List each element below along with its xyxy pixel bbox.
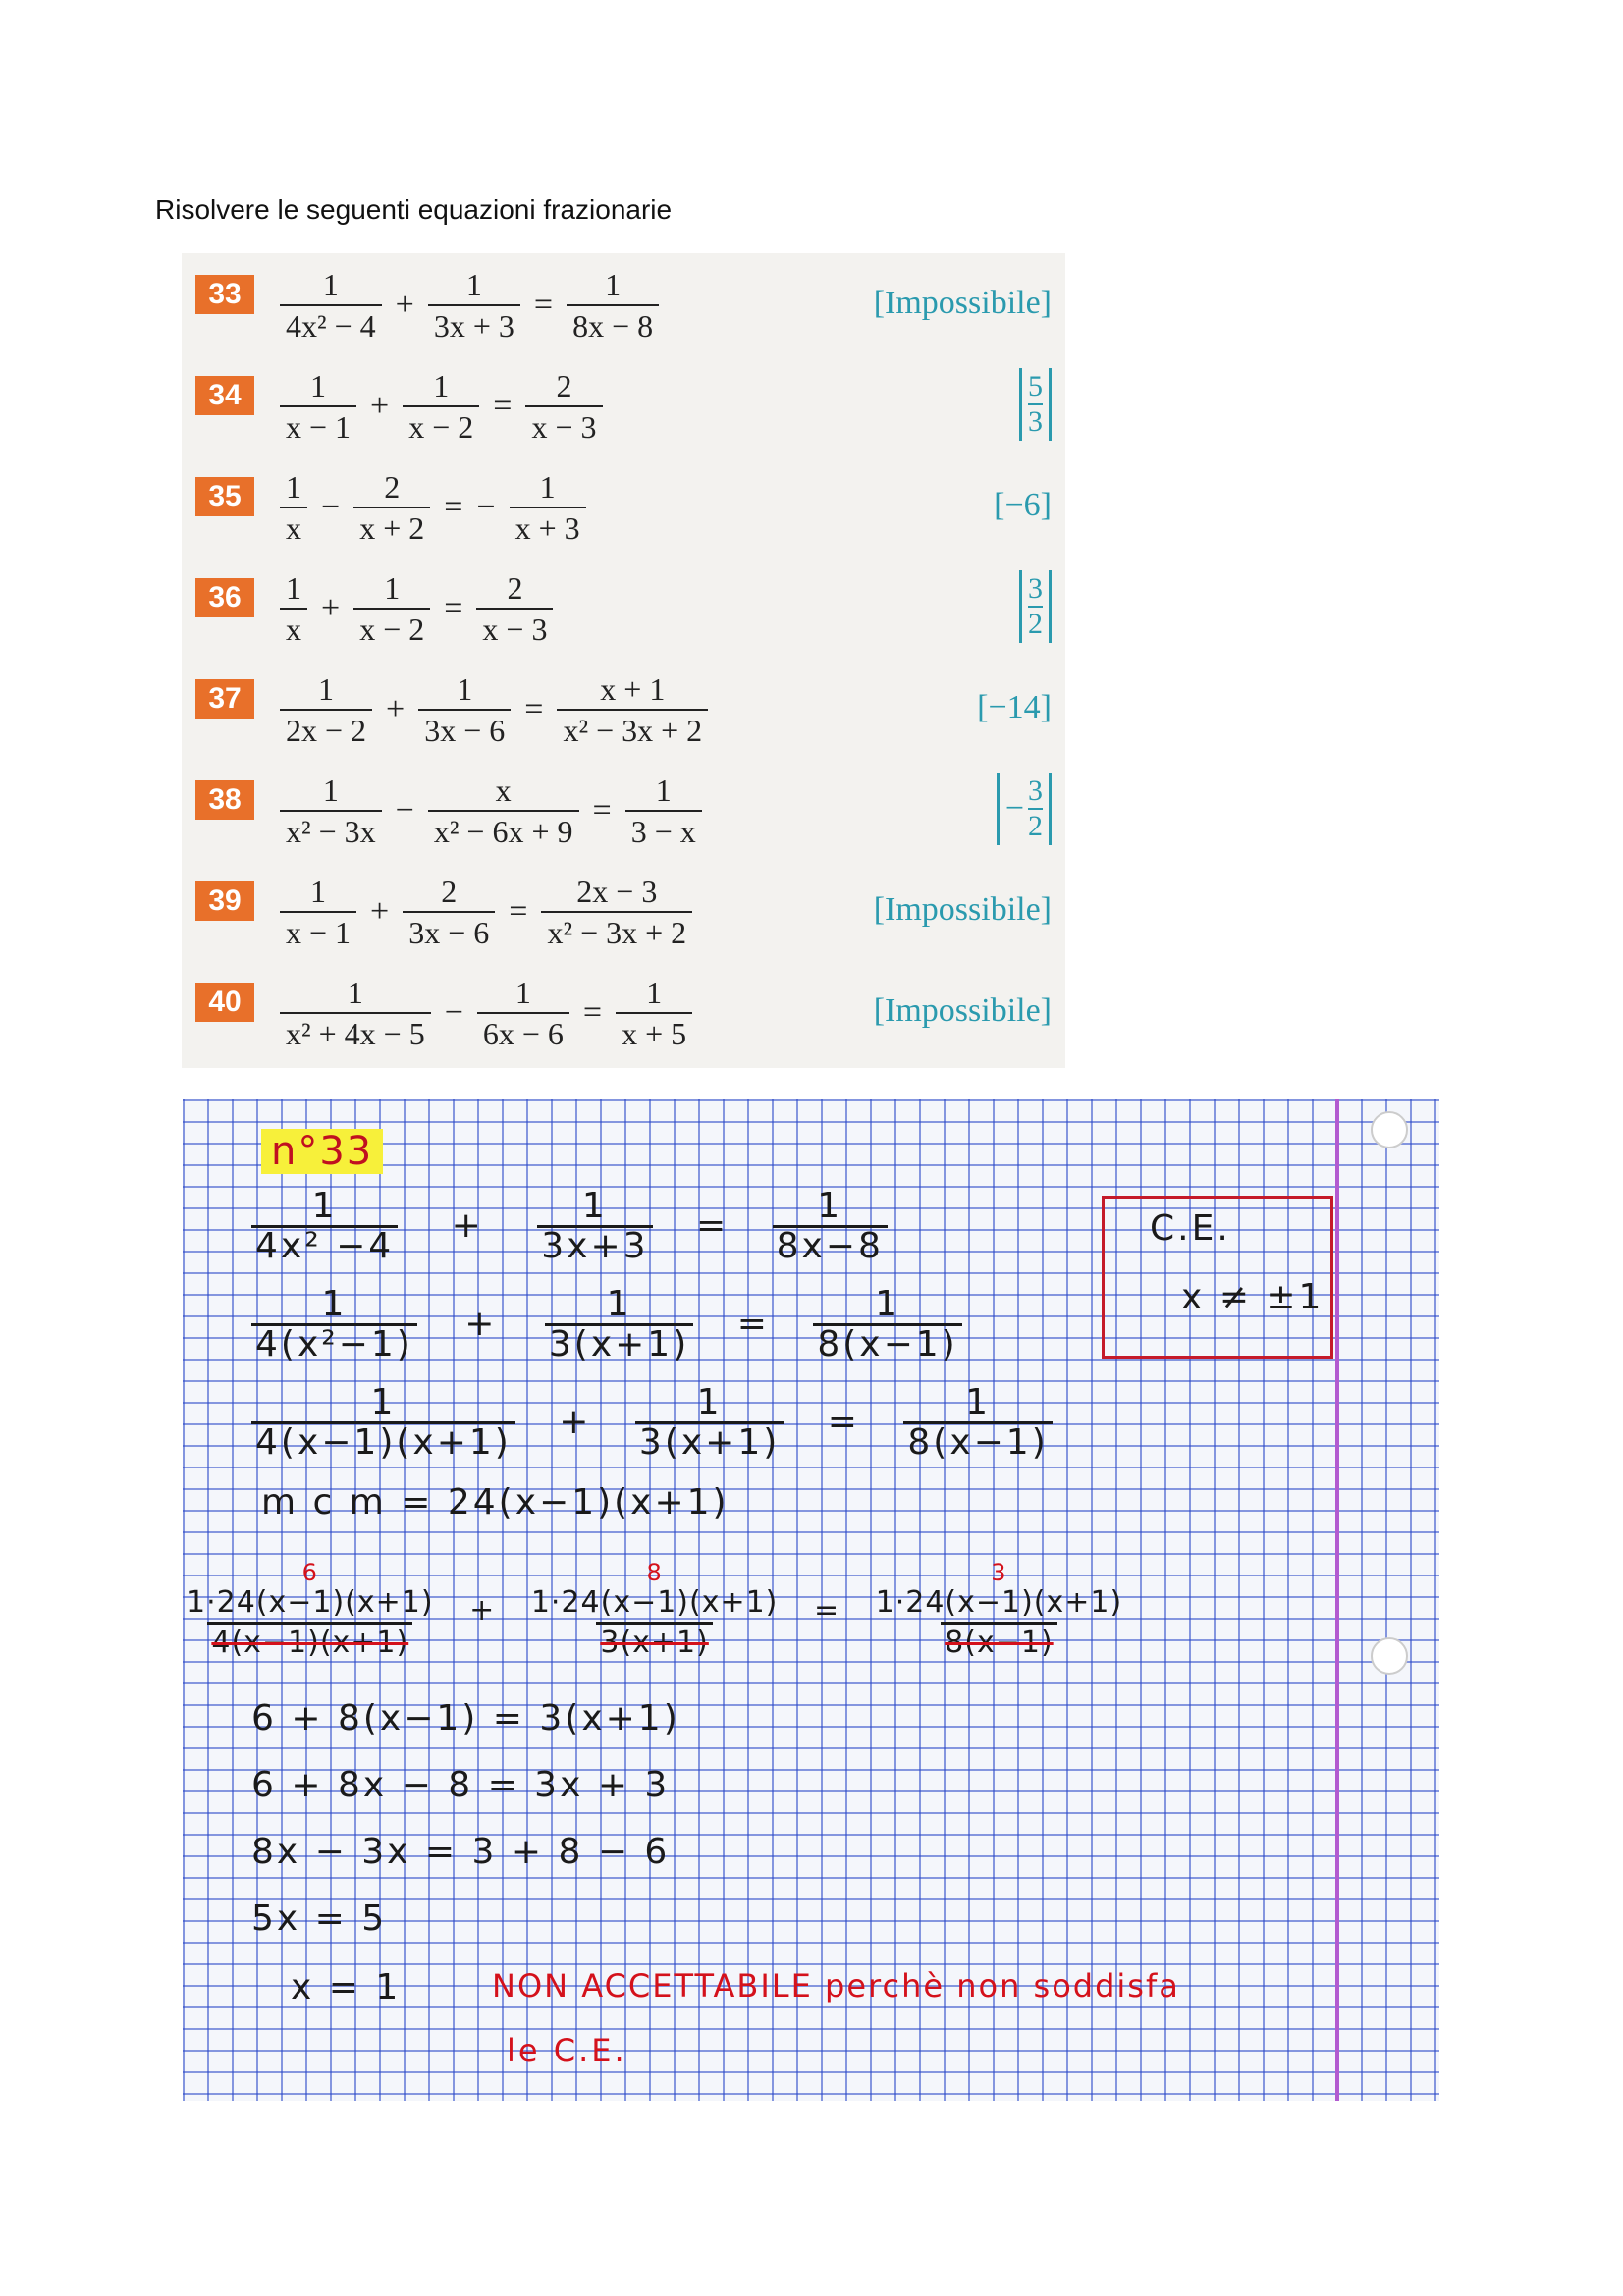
- numerator: x: [495, 773, 512, 808]
- fraction: [773, 1188, 888, 1265]
- denominator: 6x − 6: [477, 1012, 569, 1053]
- fraction: [280, 568, 307, 649]
- denominator: 4(x²−1): [251, 1323, 417, 1363]
- exercise-list: [182, 253, 1065, 1068]
- denominator: 3(x+1): [596, 1622, 712, 1662]
- answer: [1019, 370, 1052, 439]
- denominator: x² − 3x + 2: [541, 911, 692, 952]
- denominator: x + 2: [353, 507, 430, 548]
- numerator: 1: [465, 267, 482, 302]
- numerator: 1: [370, 1382, 397, 1422]
- equals-sign: =: [509, 893, 528, 930]
- exercise-row: [182, 961, 1065, 1065]
- denominator: 8(x−1): [903, 1421, 1052, 1462]
- denominator: 2x − 2: [280, 709, 372, 750]
- exercise-title: n°33: [261, 1129, 383, 1174]
- denominator: x − 3: [525, 405, 602, 447]
- numerator: 1: [696, 1382, 723, 1422]
- numerator: 5: [1028, 370, 1043, 402]
- numerator: 1: [433, 368, 450, 403]
- equation: [280, 965, 692, 1061]
- fraction: [183, 1561, 438, 1662]
- denominator: x: [280, 507, 307, 548]
- equation: [280, 662, 708, 758]
- fraction: [510, 467, 586, 548]
- equals-sign: =: [736, 1303, 770, 1344]
- fraction: [557, 669, 708, 750]
- answer: [Impossibile]: [873, 992, 1052, 1029]
- numerator: 1: [581, 1186, 608, 1226]
- answer-fraction: [1028, 572, 1043, 641]
- numerator: 1: [817, 1186, 843, 1226]
- denominator: x² − 3x + 2: [557, 709, 708, 750]
- equals-sign: =: [813, 1593, 840, 1628]
- exercise-row: [182, 455, 1065, 560]
- exercise-number-badge: 39: [195, 881, 254, 921]
- operator: +: [370, 388, 390, 424]
- fraction: [418, 669, 511, 750]
- operator: −: [321, 489, 341, 525]
- denominator: 3(x+1): [545, 1323, 693, 1363]
- operator: +: [395, 287, 414, 323]
- denominator: 3x − 6: [403, 911, 495, 952]
- numerator: 1: [311, 1186, 338, 1226]
- step-1: 6 + 8(x−1) = 3(x+1): [251, 1698, 680, 1738]
- answer: [Impossibile]: [873, 891, 1052, 928]
- denominator: 2: [1028, 608, 1043, 640]
- equation: [280, 763, 702, 859]
- exercise-number-badge: 33: [195, 275, 254, 314]
- denominator: 8x − 8: [567, 304, 659, 346]
- answer-bracket: [1019, 368, 1052, 441]
- binder-hole-icon: [1371, 1637, 1408, 1675]
- exercise-row: [182, 759, 1065, 863]
- exercise-row: [182, 253, 1065, 357]
- denominator: 4(x−1)(x+1): [251, 1421, 515, 1462]
- exercise-number-badge: 40: [195, 983, 254, 1022]
- equals-sign: =: [582, 994, 603, 1031]
- step-3: 8x − 3x = 3 + 8 − 6: [251, 1832, 671, 1872]
- denominator: x: [280, 608, 307, 649]
- fraction: [353, 568, 430, 649]
- operator: +: [469, 1593, 496, 1628]
- numerator: 1: [605, 267, 622, 302]
- fraction: [280, 467, 307, 548]
- equals-sign: =: [493, 388, 513, 424]
- fraction: [251, 1384, 515, 1462]
- numerator: 1: [318, 671, 335, 707]
- equation-line-4: [183, 1561, 1126, 1662]
- operator: +: [464, 1303, 498, 1344]
- numerator: 1: [875, 1284, 900, 1324]
- equation: [280, 459, 586, 556]
- numerator: x + 1: [600, 671, 666, 707]
- numerator: 1: [347, 975, 363, 1010]
- answer: [1019, 572, 1052, 641]
- fraction: [280, 265, 382, 346]
- fraction: [280, 771, 382, 851]
- equals-sign: =: [827, 1401, 860, 1442]
- fraction: [635, 1384, 784, 1462]
- equals-sign: =: [524, 691, 544, 727]
- numerator: 1: [322, 267, 339, 302]
- denominator: 4(x−1)(x+1): [207, 1622, 412, 1662]
- ce-label: C.E.: [1150, 1208, 1231, 1249]
- page-heading: Risolvere le seguenti equazioni frazionarie: [155, 194, 673, 225]
- step-5: x = 1: [291, 1967, 402, 2007]
- fraction: [625, 771, 702, 851]
- denominator: x² + 4x − 5: [280, 1012, 431, 1053]
- fraction: [477, 973, 569, 1053]
- numerator: 1: [646, 975, 663, 1010]
- equation: [280, 358, 603, 454]
- denominator: x² − 6x + 9: [428, 810, 579, 851]
- fraction: [537, 1188, 652, 1265]
- denominator: 3x + 3: [428, 304, 520, 346]
- denominator: x + 3: [510, 507, 586, 548]
- step-4: 5x = 5: [251, 1898, 388, 1939]
- fraction: [428, 771, 579, 851]
- fraction: [280, 973, 431, 1053]
- fraction: [403, 872, 495, 952]
- denominator: x + 5: [616, 1012, 692, 1053]
- exercise-number-badge: 35: [195, 477, 254, 516]
- denominator: 2: [1028, 810, 1043, 842]
- fraction: [251, 1188, 398, 1265]
- fraction: [545, 1286, 693, 1363]
- operator: +: [386, 691, 406, 727]
- fraction: [251, 1286, 417, 1363]
- numerator: 2: [441, 874, 458, 909]
- numerator: 1: [321, 1284, 348, 1324]
- exercise-number-badge: 34: [195, 376, 254, 415]
- fraction: [567, 265, 659, 346]
- fraction: [280, 669, 372, 750]
- answer: [997, 774, 1052, 843]
- equals-sign: =: [444, 489, 463, 525]
- operator: +: [321, 590, 341, 626]
- numerator: 1: [286, 469, 301, 505]
- numerator: 1: [514, 975, 531, 1010]
- exercise-number-badge: 37: [195, 679, 254, 719]
- denominator: x − 2: [403, 405, 479, 447]
- equation: [280, 257, 659, 353]
- fraction: [541, 872, 692, 952]
- lcm-line: m c m = 24(x−1)(x+1): [261, 1482, 730, 1522]
- exercise-row: [182, 658, 1065, 762]
- numerator: 2: [507, 570, 523, 606]
- simplified-factor: 8: [646, 1559, 663, 1586]
- fraction: [813, 1286, 961, 1363]
- numerator: 1: [384, 570, 401, 606]
- equation: [280, 561, 553, 657]
- denominator: x − 3: [476, 608, 553, 649]
- denominator: 3x+3: [537, 1225, 652, 1265]
- numerator: 2: [556, 368, 572, 403]
- fraction: [525, 366, 602, 447]
- ce-condition: x ≠ ±1: [1181, 1277, 1325, 1317]
- exercise-number-badge: 36: [195, 578, 254, 617]
- conclusion-line-1: NON ACCETTABILE perchè non soddisfa: [492, 1967, 1180, 2004]
- numerator: 1: [606, 1284, 632, 1324]
- fraction: [527, 1561, 783, 1662]
- fraction: [280, 366, 356, 447]
- answer: [−6]: [994, 487, 1052, 523]
- fraction: [428, 265, 520, 346]
- answer-bracket: [1019, 570, 1052, 643]
- equation-line-1: [251, 1188, 888, 1265]
- exercise-row: [182, 354, 1065, 458]
- fraction: [476, 568, 553, 649]
- notebook-margin-line: [1335, 1099, 1339, 2101]
- exercise-row: [182, 860, 1065, 964]
- fraction: [403, 366, 479, 447]
- operator: −: [444, 994, 463, 1031]
- conclusion-line-2: le C.E.: [507, 2032, 627, 2069]
- fraction: [353, 467, 430, 548]
- numerator: 1·24(x−1)(x+1): [530, 1585, 779, 1620]
- answer-bracket: [997, 773, 1052, 845]
- binder-hole-icon: [1371, 1111, 1408, 1148]
- fraction: [903, 1384, 1052, 1462]
- operator: +: [451, 1204, 484, 1246]
- operator: +: [370, 893, 390, 930]
- denominator: 3x − 6: [418, 709, 511, 750]
- equals-sign: =: [592, 792, 612, 828]
- numerator: 3: [1028, 774, 1043, 807]
- denominator: 8x−8: [773, 1225, 888, 1265]
- equation-line-3: [251, 1384, 1053, 1462]
- operator: −: [395, 792, 414, 828]
- equation-line-2: [251, 1286, 962, 1363]
- numerator: 1: [286, 570, 301, 606]
- numerator: 2: [384, 469, 401, 505]
- numerator: 1: [655, 773, 672, 808]
- notebook-solution: [183, 1099, 1439, 2101]
- denominator: x² − 3x: [280, 810, 382, 851]
- numerator: 1·24(x−1)(x+1): [187, 1585, 434, 1620]
- step-2: 6 + 8x − 8 = 3x + 3: [251, 1765, 671, 1805]
- answer: [−14]: [977, 689, 1052, 725]
- numerator: 3: [1028, 572, 1043, 605]
- simplified-factor: 6: [301, 1559, 318, 1586]
- fraction: [872, 1561, 1127, 1662]
- denominator: x − 1: [280, 911, 356, 952]
- answer-sign: −: [1004, 790, 1024, 827]
- simplified-factor: 3: [991, 1559, 1007, 1586]
- numerator: 1: [310, 874, 327, 909]
- numerator: 2x − 3: [576, 874, 658, 909]
- equals-sign: =: [533, 287, 554, 323]
- answer: [Impossibile]: [873, 285, 1052, 321]
- denominator: 8(x−1): [941, 1622, 1056, 1662]
- equals-sign: =: [444, 590, 463, 626]
- fraction: [280, 872, 356, 952]
- existence-conditions-box: [1102, 1196, 1333, 1359]
- denominator: 3: [1028, 405, 1043, 438]
- minus-sign: −: [476, 489, 496, 525]
- answer-fraction: [1028, 774, 1043, 843]
- numerator: 1: [322, 773, 339, 808]
- exercise-number-badge: 38: [195, 780, 254, 820]
- answer-fraction: [1028, 370, 1043, 439]
- fraction: [616, 973, 692, 1053]
- denominator: 4x² −4: [251, 1225, 398, 1265]
- denominator: x − 1: [280, 405, 356, 447]
- equation: [280, 864, 692, 960]
- denominator: 3 − x: [625, 810, 702, 851]
- numerator: 1: [965, 1382, 992, 1422]
- denominator: 8(x−1): [813, 1323, 961, 1363]
- denominator: 3(x+1): [635, 1421, 784, 1462]
- exercise-row: [182, 557, 1065, 661]
- operator: +: [559, 1401, 592, 1442]
- numerator: 1: [310, 368, 327, 403]
- numerator: 1·24(x−1)(x+1): [875, 1585, 1123, 1620]
- denominator: x − 2: [353, 608, 430, 649]
- numerator: 1: [539, 469, 556, 505]
- equals-sign: =: [695, 1204, 730, 1246]
- denominator: 4x² − 4: [280, 304, 382, 346]
- numerator: 1: [457, 671, 473, 707]
